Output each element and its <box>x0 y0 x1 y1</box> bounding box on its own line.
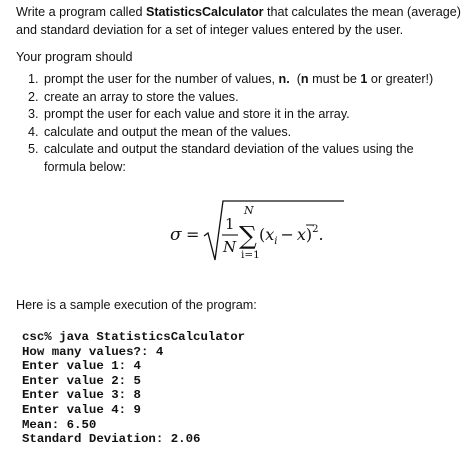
requirement-item <box>28 141 448 176</box>
output-line: How many values?: 4 <box>22 344 164 359</box>
requirement-text-part: prompt the user for the number of values, <box>44 72 279 86</box>
requirement-number: 3. <box>28 107 39 122</box>
formula-sigma: σ <box>170 225 182 245</box>
requirement-text-part: calculate and output the mean of the values. <box>44 124 292 139</box>
requirement-number: 2. <box>28 89 39 104</box>
requirement-item <box>28 71 448 89</box>
requirement-text-part: or greater!) <box>367 72 434 86</box>
requirement-item <box>28 106 448 124</box>
requirement-text-part: create an array to store the values. <box>44 89 239 104</box>
requirements-list <box>28 71 448 177</box>
output-line: csc% java StatisticsCalculator <box>22 330 246 344</box>
formula-sum-upper: N <box>244 204 254 217</box>
output-line: Enter value 4: 9 <box>22 402 141 417</box>
requirement-text-part: calculate and output the standard deviation of the values using the formula below: <box>44 142 418 174</box>
requirement-text <box>44 106 448 124</box>
formula-sum-sign: ∑ <box>239 221 257 250</box>
requirement-text-bold: n <box>300 72 309 86</box>
requirement-text <box>44 141 448 176</box>
requirement-number: 1. <box>28 72 39 86</box>
output-line: Enter value 1: 4 <box>22 359 141 374</box>
intro-text-pre: Write a program called <box>16 5 146 19</box>
formula-term: $(x_i - x)^2$. <box>259 224 324 247</box>
requirements-heading: Your program should <box>16 50 133 64</box>
intro-text-post: that calculates the mean (average) and standard deviation for a set of integer values entered by the user. <box>16 5 461 37</box>
requirement-item <box>28 89 448 107</box>
sample-output <box>22 330 245 447</box>
output-line: Enter value 2: 5 <box>22 373 141 388</box>
intro-paragraph <box>16 3 468 39</box>
requirement-number: 5. <box>28 142 39 157</box>
output-line: Mean: 6.50 <box>22 417 97 432</box>
requirement-text-part: ( <box>289 72 301 86</box>
requirement-text <box>44 89 448 107</box>
requirement-item <box>28 124 448 142</box>
formula-frac-numerator: 1 <box>225 215 235 233</box>
output-line: Standard Deviation: 2.06 <box>22 432 201 447</box>
formula-frac-denominator: N <box>223 238 237 256</box>
output-line: Enter value 3: 8 <box>22 388 141 403</box>
requirement-number: 4. <box>28 124 39 139</box>
formula-equals: = <box>186 225 200 244</box>
std-dev-formula <box>168 198 348 268</box>
requirement-text <box>44 71 448 89</box>
sample-heading: Here is a sample execution of the program: <box>16 298 257 312</box>
requirement-text-part: must be <box>308 72 361 86</box>
requirement-text-bold: 1 <box>360 72 368 86</box>
intro-class-name: StatisticsCalculator <box>145 5 264 19</box>
requirement-text-bold: n. <box>278 72 290 86</box>
formula-sum-lower: i=1 <box>241 249 260 261</box>
requirement-text-part: prompt the user for each value and store it in the array. <box>44 107 350 122</box>
requirement-text <box>44 124 448 142</box>
